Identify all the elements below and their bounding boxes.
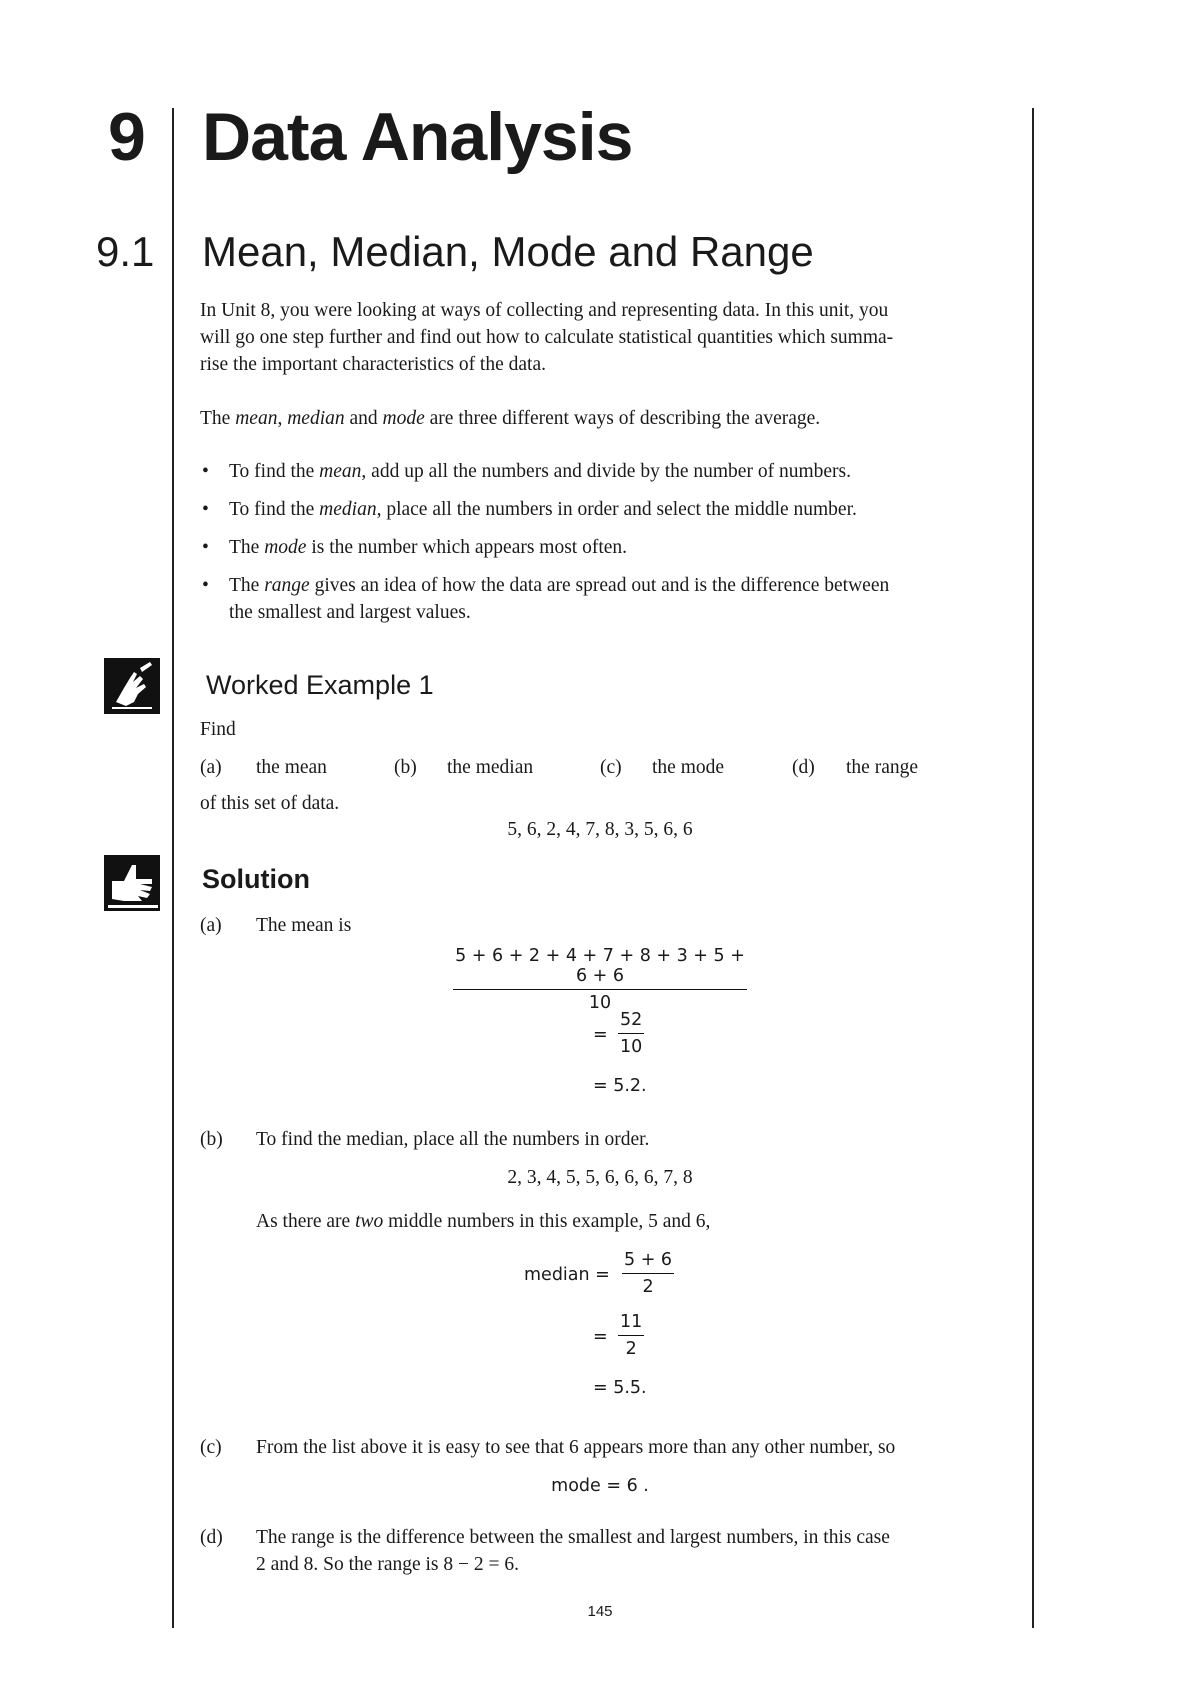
- mean-fraction: [450, 946, 750, 1013]
- chapter-title: Data Analysis: [202, 99, 633, 175]
- averages-sentence: [200, 405, 1000, 432]
- mean-numerator-2: 52: [618, 1010, 644, 1034]
- part-a-label: (a): [200, 757, 222, 778]
- mode-result: mode = 6 .: [551, 1476, 649, 1496]
- averages-suffix: are three different ways of describing the average.: [424, 408, 821, 429]
- median-note-emphasis: two: [355, 1211, 384, 1232]
- bullet-text: To find the: [229, 499, 320, 520]
- averages-prefix: The: [200, 408, 236, 429]
- bullet-text: , place all the numbers in order and select the middle number.: [376, 499, 857, 520]
- bullet-mean: [200, 458, 1000, 485]
- intro-paragraph: [200, 297, 1000, 378]
- solution-d-label: (d): [200, 1527, 223, 1548]
- worked-example-title: Worked Example 1: [206, 670, 434, 700]
- solution-a-text: The mean is: [256, 915, 352, 936]
- mean-fraction-2: [618, 1010, 644, 1057]
- median-fraction: [622, 1250, 674, 1297]
- find-label: Find: [200, 719, 236, 740]
- solution-b-text: To find the median, place all the numbers in order.: [256, 1129, 650, 1150]
- bullet-text: is the number which appears most often.: [306, 537, 628, 558]
- bullet-term: mode: [264, 537, 307, 558]
- sorted-data: 2, 3, 4, 5, 5, 6, 6, 6, 7, 8: [507, 1167, 693, 1188]
- part-a-text: the mean: [256, 757, 327, 778]
- mean-denominator-2: 10: [620, 1037, 643, 1057]
- definitions-list: [200, 458, 1000, 637]
- term-mean: mean: [235, 408, 278, 429]
- mean-denominator: 10: [588, 993, 612, 1013]
- section-title: Mean, Median, Mode and Range: [202, 228, 814, 275]
- solution-d-line-1: The range is the difference between the smallest and largest numbers, in this case: [256, 1527, 890, 1548]
- term-median: median: [287, 408, 345, 429]
- median-numerator: 5 + 6: [622, 1250, 674, 1274]
- bullet-text: gives an idea of how the data are spread out and is the difference between: [309, 575, 890, 596]
- median-denominator: 2: [642, 1277, 654, 1297]
- solution-d-line-2: 2 and 8. So the range is 8 − 2 = 6.: [256, 1554, 520, 1575]
- mean-result: = 5.2.: [593, 1076, 647, 1096]
- bullet-term: median: [319, 499, 377, 520]
- median-note-text: As there are: [256, 1211, 356, 1232]
- page-number: 145: [587, 1603, 613, 1620]
- mean-numerator: 5 + 6 + 2 + 4 + 7 + 8 + 3 + 5 + 6 + 6: [453, 946, 747, 990]
- solution-a-label: (a): [200, 915, 222, 936]
- bullet-range: [200, 572, 1000, 626]
- chapter-number: 9: [108, 99, 145, 175]
- bullet-text: the smallest and largest values.: [229, 602, 471, 623]
- median-note: [256, 1208, 710, 1235]
- bullet-text: The: [229, 537, 265, 558]
- median-note-text: middle numbers in this example, 5 and 6,: [383, 1211, 711, 1232]
- of-this-set-label: of this set of data.: [200, 793, 340, 814]
- intro-line-3: rise the important characteristics of the data.: [200, 354, 546, 375]
- bullet-text: , add up all the numbers and divide by the number of numbers.: [361, 461, 851, 482]
- solution-c-label: (c): [200, 1437, 222, 1458]
- mean-equals-sign: =: [593, 1025, 608, 1045]
- averages-sep-1: ,: [277, 408, 288, 429]
- part-c-text: the mode: [652, 757, 725, 778]
- bullet-mode: [200, 534, 1000, 561]
- writing-hand-icon: [104, 658, 160, 714]
- part-b-text: the median: [447, 757, 534, 778]
- solution-d-text: [256, 1524, 1016, 1578]
- part-d-text: the range: [846, 757, 919, 778]
- solution-c-text: From the list above it is easy to see that 6 appears more than any other number, so: [256, 1437, 896, 1458]
- data-set: 5, 6, 2, 4, 7, 8, 3, 5, 6, 6: [507, 819, 693, 840]
- averages-sep-2: and: [344, 408, 383, 429]
- thumbs-up-hand-icon: [104, 855, 160, 911]
- right-margin-rule: [1032, 108, 1034, 1628]
- median-numerator-2: 11: [618, 1312, 644, 1336]
- intro-line-2: will go one step further and find out how to calculate statistical quantities which summa-: [200, 327, 894, 348]
- solution-title: Solution: [202, 864, 310, 894]
- section-number: 9.1: [96, 228, 155, 275]
- median-result: = 5.5.: [593, 1378, 647, 1398]
- bullet-term: mean: [319, 461, 362, 482]
- part-c-label: (c): [600, 757, 622, 778]
- median-equals-sign: =: [593, 1327, 608, 1347]
- median-label: median =: [524, 1265, 610, 1285]
- part-d-label: (d): [792, 757, 815, 778]
- bullet-text: To find the: [229, 461, 320, 482]
- median-fraction-2: [618, 1312, 644, 1359]
- median-denominator-2: 2: [625, 1339, 637, 1359]
- part-b-label: (b): [394, 757, 417, 778]
- solution-b-label: (b): [200, 1129, 223, 1150]
- left-margin-rule: [172, 108, 174, 1628]
- term-mode: mode: [382, 408, 425, 429]
- bullet-median: [200, 496, 1000, 523]
- bullet-term: range: [264, 575, 310, 596]
- intro-line-1: In Unit 8, you were looking at ways of collecting and representing data. In this unit, you: [200, 300, 889, 321]
- bullet-text: The: [229, 575, 265, 596]
